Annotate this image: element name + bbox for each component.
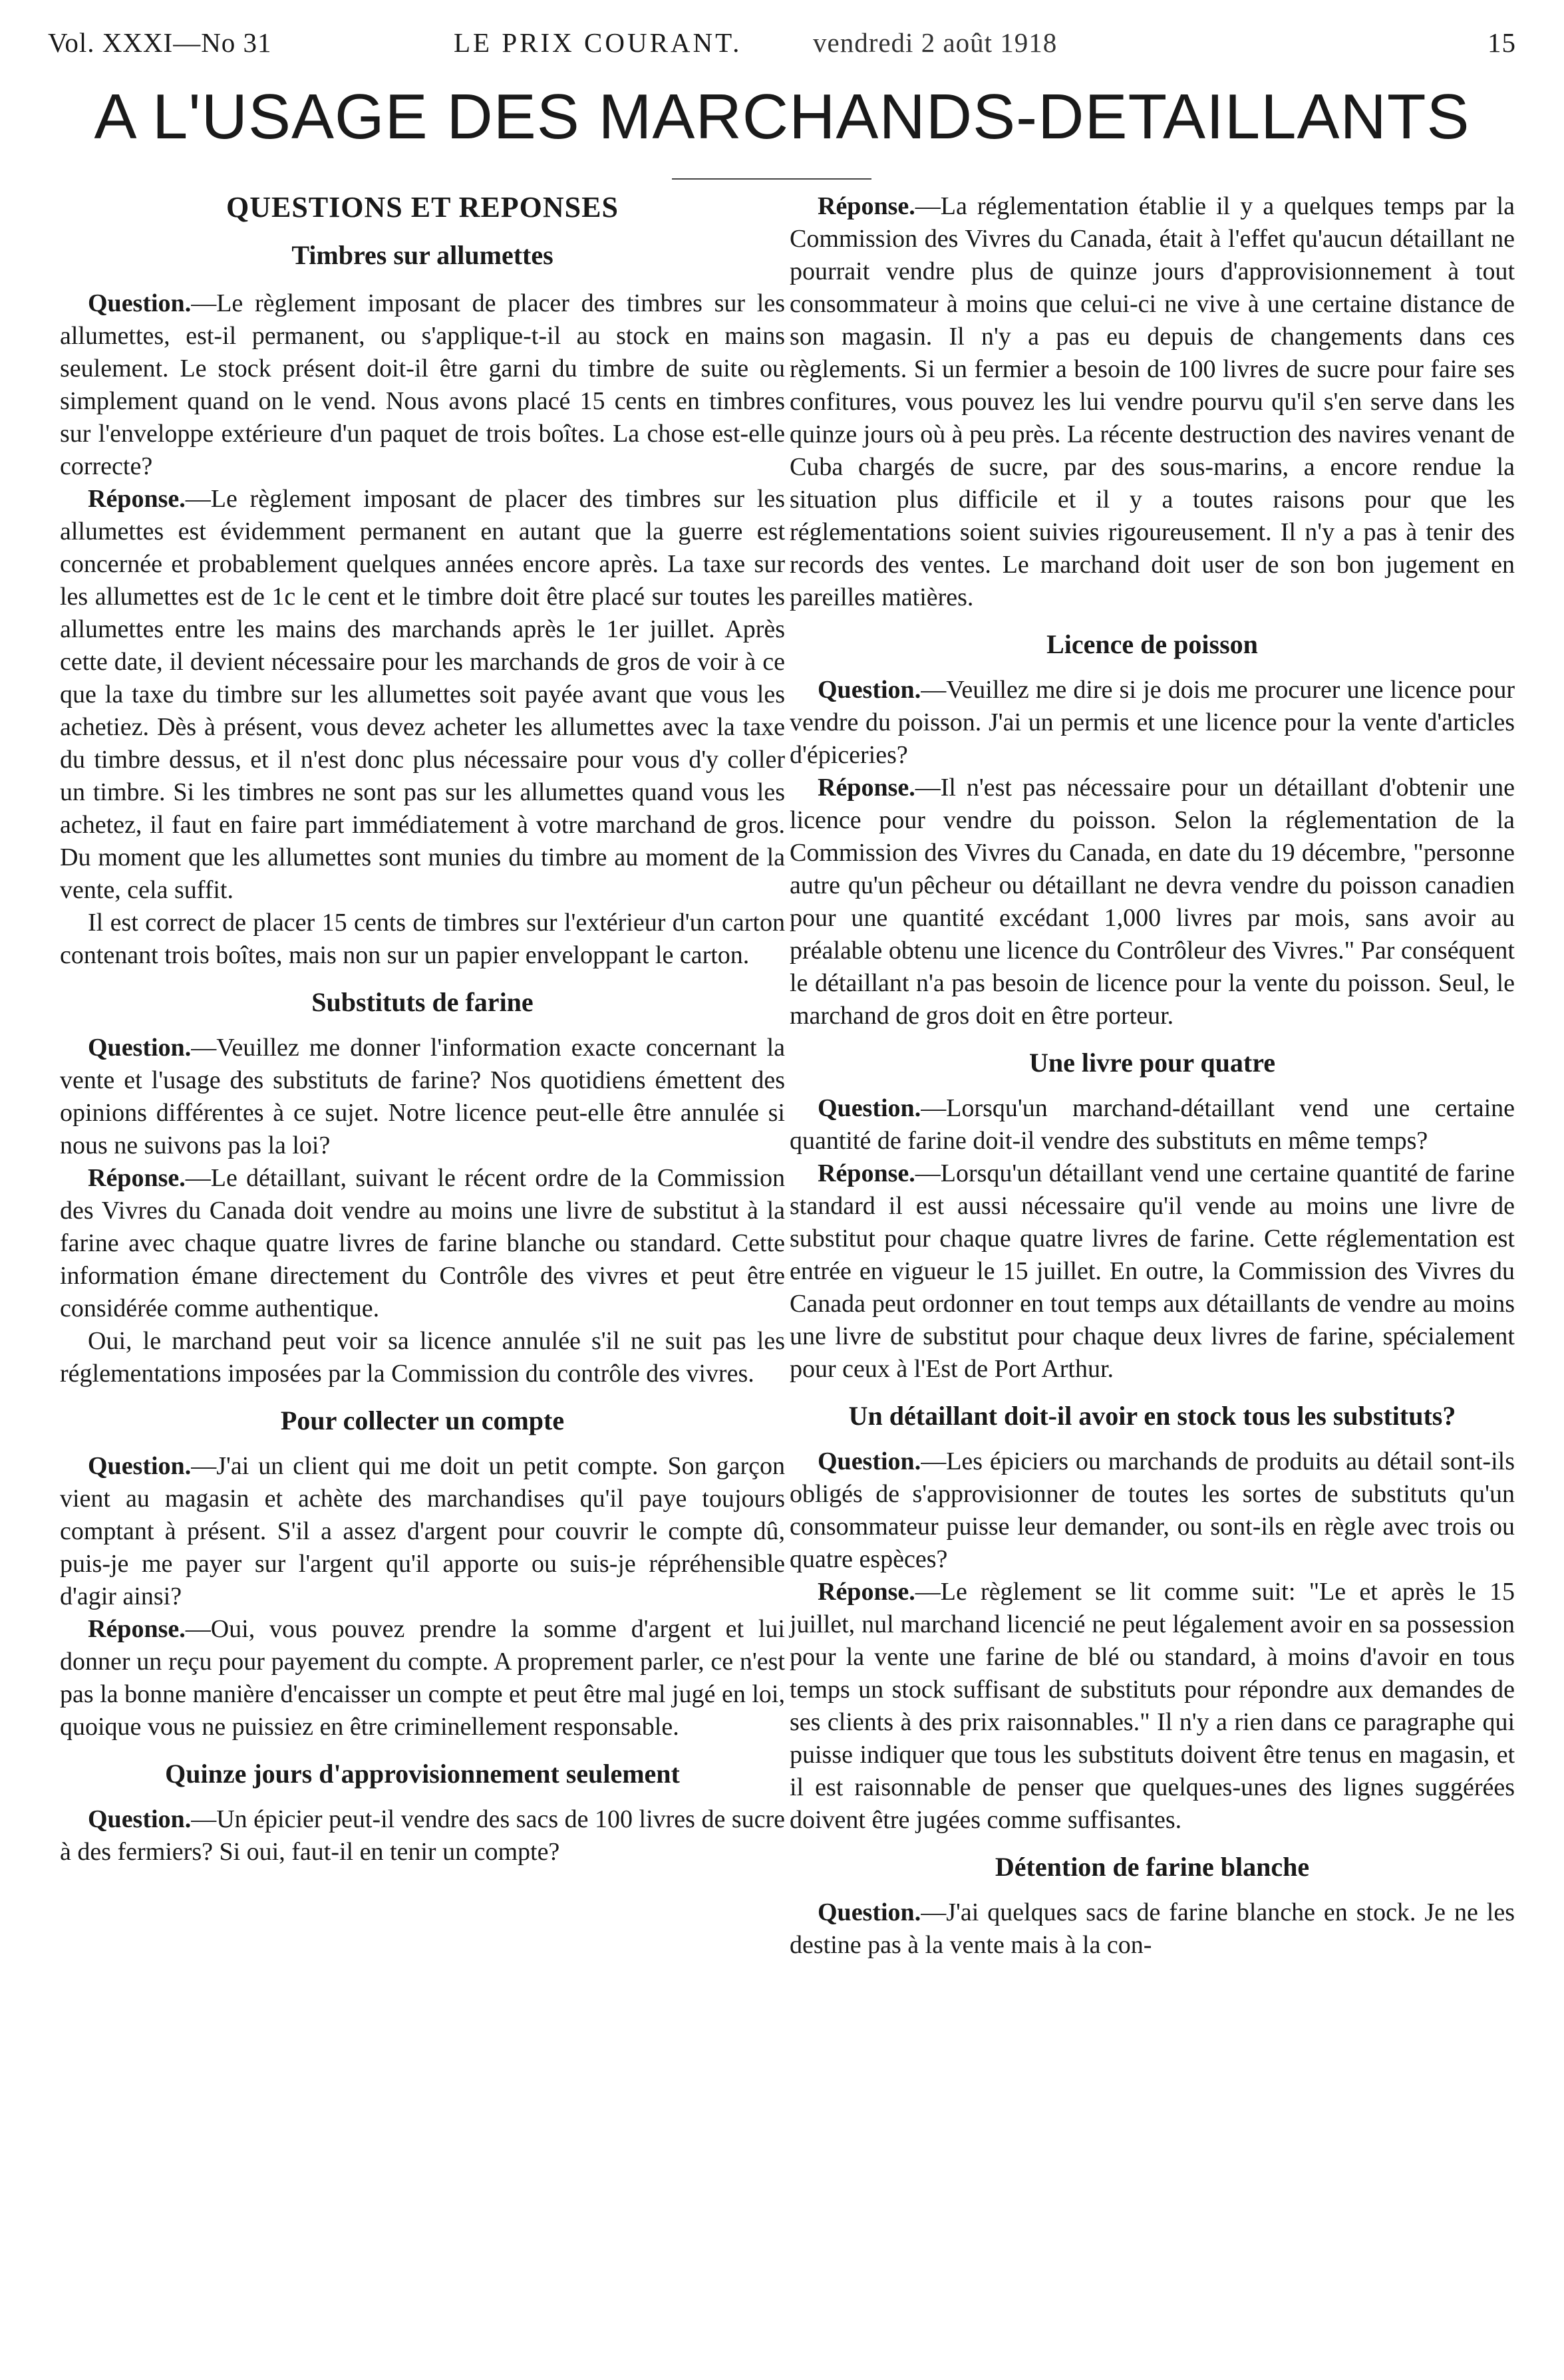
- question-text: —J'ai quelques sacs de farine blanche en stock. Je ne les destine pas à la vente mais à la con-: [790, 1898, 1515, 1959]
- answer-label: Réponse.: [818, 1159, 915, 1187]
- answer-text: —Le détaillant, suivant le récent ordre de la Commission des Vivres du Canada doit vendre au moins une livre de substitut à la farine avec chaque quatre livres de farine blanche ou standard. Cette information émane directement du Contrôle des vivres et peut être considérée comme authentique.: [60, 1164, 785, 1322]
- answer-label: Réponse.: [818, 774, 915, 802]
- title-rule: [672, 178, 871, 180]
- answer-paragraph-continued: Il est correct de placer 15 cents de timbres sur l'extérieur d'un carton contenant trois boîtes, mais non sur un papier enveloppant le carton.: [60, 909, 785, 969]
- question-text: —J'ai un client qui me doit un petit compte. Son garçon vient au magasin et achète des marchandises qu'il paye toujours comptant à présent. S'il a assez d'argent pour couvrir le compte dû, puis-je me payer sur l'argent qu'il apporte ou suis-je répréhensible d'agir ainsi?: [60, 1452, 785, 1610]
- answer-paragraph-continued: Oui, le marchand peut voir sa licence annulée s'il ne suit pas les réglementations imposées par la Commission du contrôle des vivres.: [60, 1327, 785, 1388]
- answer-paragraph: [790, 772, 1515, 1032]
- question-paragraph: [60, 1032, 785, 1162]
- question-label: Question.: [818, 676, 921, 704]
- issue-date: vendredi 2 août 1918: [813, 27, 1058, 58]
- question-text: —Les épiciers ou marchands de produits au détail sont-ils obligés de s'approvisionner de toutes les sortes de substituts qu'un consommateur puisse leur demander, ou sont-ils en règle avec trois ou quatre espèces?: [790, 1447, 1515, 1573]
- question-label: Question.: [818, 1447, 921, 1475]
- answer-label: Réponse.: [88, 485, 186, 513]
- answer-label: Réponse.: [818, 192, 915, 220]
- article-title: Un détaillant doit-il avoir en stock tous les substituts?: [848, 1401, 1456, 1431]
- question-text: —Le règlement imposant de placer des timbres sur les allumettes, est-il permanent, ou s'applique-t-il au stock en mains seulement. Le stock présent doit-il être garni du timbre de suite ou simplement quand on le vend. Nous avons placé 15 cents en timbres sur l'enveloppe extérieure d'un paquet de trois boîtes. La chose est-elle correcte?: [60, 289, 785, 480]
- question-label: Question.: [818, 1094, 921, 1122]
- question-label: Question.: [88, 1805, 192, 1833]
- publication-name: LE PRIX COURANT.: [454, 27, 742, 58]
- answer-text: —La réglementation établie il y a quelques temps par la Commission des Vivres du Canada, était à l'effet qu'aucun détaillant ne pourrait vendre plus de quinze jours d'approvisionnement à tout consommateur à moins que celui-ci ne vive à une certaine distance de son magasin. Il n'y a pas eu depuis de changements dans ces règlements. Si un fermier a besoin de 100 livres de sucre pour faire ses confitures, vous pouvez les lui vendre pourvu qu'il s'en serve dans les quinze jours où à peu près. La récente destruction des navires venant de Cuba chargés de sucre, par des sous-marins, a encore rendue la situation plus difficile et il y a toutes raisons pour que les réglementations soient suivies rigoureusement. Il n'y a pas à tenir des records des ventes. Le marchand doit user de son bon jugement en pareilles matières.: [790, 192, 1515, 611]
- answer-text: —Il n'est pas nécessaire pour un détaillant d'obtenir une licence pour vendre du poisson. Selon la réglementation de la Commission des Vivres du Canada, en date du 19 décembre, "personne autre qu'un pêcheur ou détaillant ne devra vendre du poisson canadien pour une quantité excédant 1,000 livres par mois, sans avoir au préalable obtenu une licence du Contrôleur des Vivres." Par conséquent le détaillant n'a pas besoin de licence pour la vente du poisson. Seul, le marchand de gros doit en être porteur.: [790, 774, 1515, 1030]
- question-text: —Veuillez me dire si je dois me procurer une licence pour vendre du poisson. J'ai un permis et une licence pour la vente d'articles d'épiceries?: [790, 676, 1515, 769]
- answer-paragraph: [790, 190, 1515, 614]
- question-label: Question.: [818, 1898, 921, 1926]
- question-paragraph: [790, 1092, 1515, 1157]
- page-number: 15: [1487, 27, 1516, 58]
- answer-label: Réponse.: [88, 1164, 186, 1192]
- question-paragraph: [60, 1450, 785, 1613]
- running-header: [48, 27, 1516, 67]
- article-title: Pour collecter un compte: [280, 1406, 565, 1435]
- article-title: Timbres sur allumettes: [291, 240, 553, 270]
- question-paragraph: [790, 1896, 1515, 1962]
- answer-paragraph: [60, 483, 785, 907]
- question-paragraph: [60, 287, 785, 483]
- answer-paragraph: [790, 1576, 1515, 1837]
- answer-paragraph: [60, 1162, 785, 1325]
- answer-text: —Oui, vous pouvez prendre la somme d'argent et lui donner un reçu pour payement du compte. A proprement parler, ce n'est pas la bonne manière d'encaisser un compte et peut être mal jugé en loi, quoique vous ne puissiez en être criminellement responsable.: [60, 1615, 785, 1741]
- question-paragraph: [790, 674, 1515, 772]
- answer-paragraph: [790, 1157, 1515, 1386]
- answer-text: —Lorsqu'un détaillant vend une certaine quantité de farine standard il est aussi nécessaire qu'il vende au moins une livre de substitut pour chaque quatre livres de farine. Cette réglementation est entrée en vigueur le 15 juillet. En outre, la Commission des Vivres du Canada peut ordonner en tout temps aux détaillants de vendre au moins une livre de substitut pour chaque deux livres de farine, spécialement pour ceux à l'Est de Port Arthur.: [790, 1159, 1515, 1383]
- answer-text: —Le règlement se lit comme suit: "Le et après le 15 juillet, nul marchand licencié ne peut légalement avoir en sa possession pour la vente une farine de blé ou standard, à moins d'avoir en tous temps un stock suffisant de substituts pour répondre aux demandes de ses clients à des prix raisonnables." Il n'y a rien dans ce paragraphe qui puisse indiquer que tous les substituts doivent être tenus en magasin, et il est raisonnable de penser que quelques-unes des lignes suggérées doivent être jugées comme suffisantes.: [790, 1578, 1515, 1834]
- left-column: [60, 190, 785, 1868]
- answer-label: Réponse.: [818, 1578, 915, 1606]
- page-title: A L'USAGE DES MARCHANDS-DETAILLANTS: [94, 81, 1470, 152]
- question-label: Question.: [88, 289, 192, 317]
- article-title: Licence de poisson: [1046, 629, 1258, 659]
- answer-label: Réponse.: [88, 1615, 186, 1643]
- article-title: Une livre pour quatre: [1028, 1048, 1276, 1078]
- right-column: [790, 190, 1515, 1962]
- volume-number: Vol. XXXI—No 31: [48, 27, 272, 58]
- question-paragraph: [790, 1445, 1515, 1576]
- column-heading: QUESTIONS ET REPONSES: [226, 191, 619, 223]
- question-label: Question.: [88, 1452, 192, 1480]
- question-text: —Un épicier peut-il vendre des sacs de 100 livres de sucre à des fermiers? Si oui, faut-il en tenir un compte?: [60, 1805, 785, 1866]
- question-paragraph: [60, 1803, 785, 1868]
- article-title: Substituts de farine: [311, 987, 534, 1017]
- article-title: Détention de farine blanche: [995, 1852, 1310, 1882]
- question-text: —Veuillez me donner l'information exacte concernant la vente et l'usage des substituts de farine? Nos quotidiens émettent des opinions différentes à ce sujet. Notre licence peut-elle être annulée si nous ne suivons pas la loi?: [60, 1034, 785, 1159]
- question-text: —Lorsqu'un marchand-détaillant vend une certaine quantité de farine doit-il vendre des substituts en même temps?: [790, 1094, 1515, 1155]
- article-title: Quinze jours d'approvisionnement seulement: [165, 1759, 680, 1789]
- answer-paragraph: [60, 1613, 785, 1743]
- question-label: Question.: [88, 1034, 192, 1062]
- answer-text: —Le règlement imposant de placer des timbres sur les allumettes est évidemment permanent en autant que la guerre est concernée et probablement quelques années encore après. La taxe sur les allumettes est de 1c le cent et le timbre doit être placé sur toutes les allumettes entre les mains des marchands après le 1er juillet. Après cette date, il devient nécessaire pour les marchands de gros de voir à ce que la taxe du timbre sur les allumettes soit payée avant que vous les achetiez. Dès à présent, vous devez acheter les allumettes avec la taxe du timbre dessus, et il n'est donc plus nécessaire pour vous d'y coller un timbre. Si les timbres ne sont pas sur les allumettes quand vous les achetez, il faut en faire part immédiatement à votre marchand de gros. Du moment que les allumettes sont munies du timbre au moment de la vente, cela suffit.: [60, 485, 785, 904]
